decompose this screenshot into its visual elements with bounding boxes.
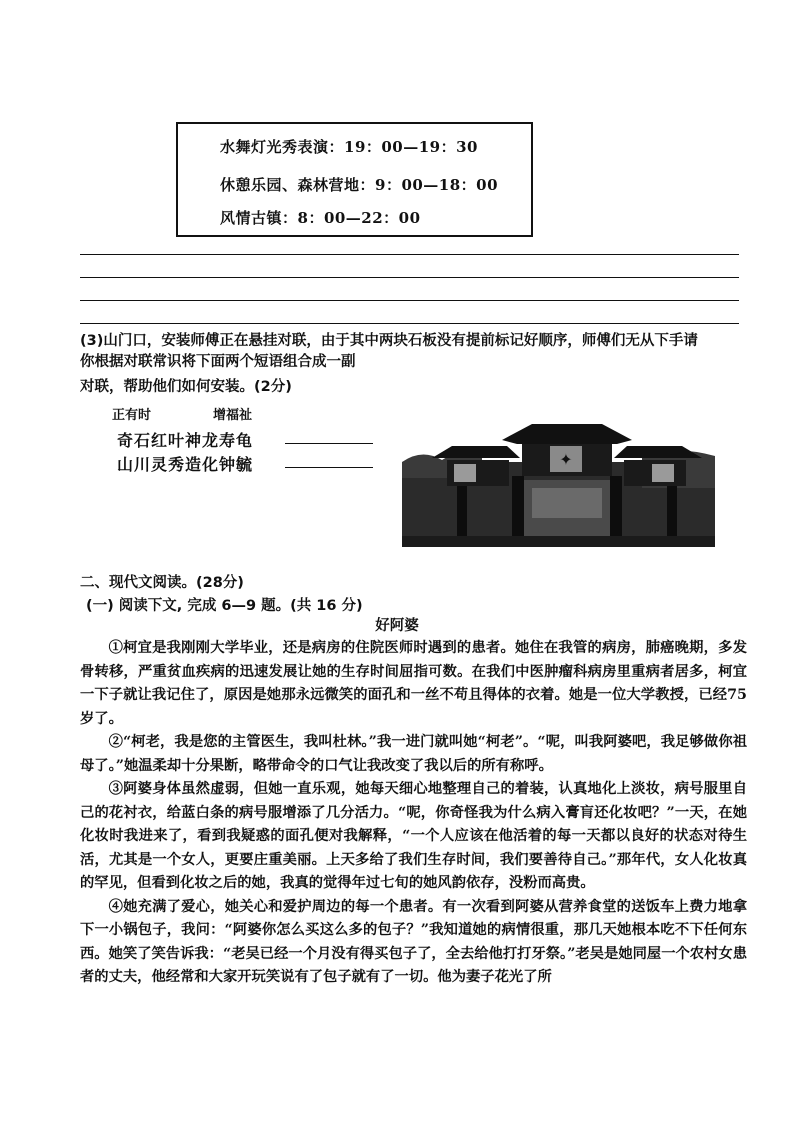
answer-line	[80, 323, 739, 324]
question-text: 你根据对联常识将下面两个短语组合成一副	[80, 354, 356, 370]
couplet-label-right: 增福祉	[213, 408, 253, 423]
passage-paragraph: ③阿婆身体虽然虚弱，但她一直乐观，她每天细心地整理自己的着装，认真地化上淡妆，病号服里自己的花衬衣，给蓝白条的病号服增添了几分活力。“呢，你奇怪我为什么病入膏肓还化妆吧？”一天，在她化妆时我进来了，看到我疑惑的面孔便对我解释，“一个人应该在他活着的每一天都以良好的状态对待生活，尤其是一个女人，更要庄重美丽。上天多给了我们生存时间，我们要善待自己。”那年代，女人化妆真的罕见，但看到化妆之后的她，我真的觉得年过七旬的她风韵依存，没粉而高贵。	[80, 781, 747, 891]
passage-paragraph: ②“柯老，我是您的主管医生，我叫杜林。”我一进门就叫她“柯老”。“呢，叫我阿婆吧，我足够做你祖母了。”她温柔却十分果断，略带命令的口气让我改变了我以后的所有称呼。	[80, 734, 747, 774]
answer-line	[80, 277, 739, 278]
couplet-label-left: 正有时	[112, 408, 152, 423]
answer-line	[80, 254, 739, 255]
schedule-box	[176, 122, 533, 237]
passage-paragraph: ①柯宜是我刚刚大学毕业，还是病房的住院医师时遇到的患者。她住在我管的病房，肺癌晚期，多发骨转移，严重贫血疾病的迅速发展让她的生存时间屈指可数。在我们中医肿瘤科病房里重病者居多，柯宜一下子就让我记住了，原因是她那永远微笑的面孔和一丝不苟且得体的衣着。她是一位大学教授，已经75岁了。	[80, 640, 747, 727]
svg-text:✦: ✦	[559, 450, 573, 469]
answer-blank[interactable]	[285, 443, 373, 444]
passage-title: 好阿婆	[375, 617, 419, 634]
question-text: 对联，帮助他们如何安装。(2分)	[80, 379, 292, 395]
question-3	[80, 331, 745, 398]
passage-body	[80, 637, 747, 990]
schedule-line: 休憩乐园、森林营地：9：00—18：00	[220, 176, 499, 194]
answer-blank[interactable]	[285, 467, 373, 468]
mountain-gate-photo	[402, 418, 715, 547]
schedule-line: 水舞灯光秀表演：19：00—19：30	[220, 138, 478, 156]
schedule-line: 风情古镇：8：00—22：00	[220, 209, 421, 227]
couplet-phrase: 山川灵秀造化钟毓	[117, 455, 254, 474]
question-text: (3)山门口，安装师傅正在悬挂对联，由于其中两块石板没有提前标记好顺序，师傅们无从下手请	[80, 333, 698, 349]
section-heading: 二、现代文阅读。(28分)	[80, 575, 244, 591]
couplet-phrase: 奇石红叶神龙寿龟	[117, 431, 254, 450]
sub-section-heading: (一) 阅读下文, 完成 6—9 题。(共 16 分)	[86, 598, 363, 614]
answer-line	[80, 300, 739, 301]
passage-paragraph: ④她充满了爱心，她关心和爱护周边的每一个患者。有一次看到阿婆从营养食堂的送饭车上费力地拿下一小锅包子，我问：“阿婆你怎么买这么多的包子？”我知道她的病情很重，那几天她根本吃不下任何东西。她笑了笑告诉我：“老吴已经一个月没有得买包子了，全去给他打打牙祭。”老吴是她同屋一个农村女患者的丈夫，他经常和大家开玩笑说有了包子就有了一切。他为妻子花光了所	[80, 898, 747, 985]
